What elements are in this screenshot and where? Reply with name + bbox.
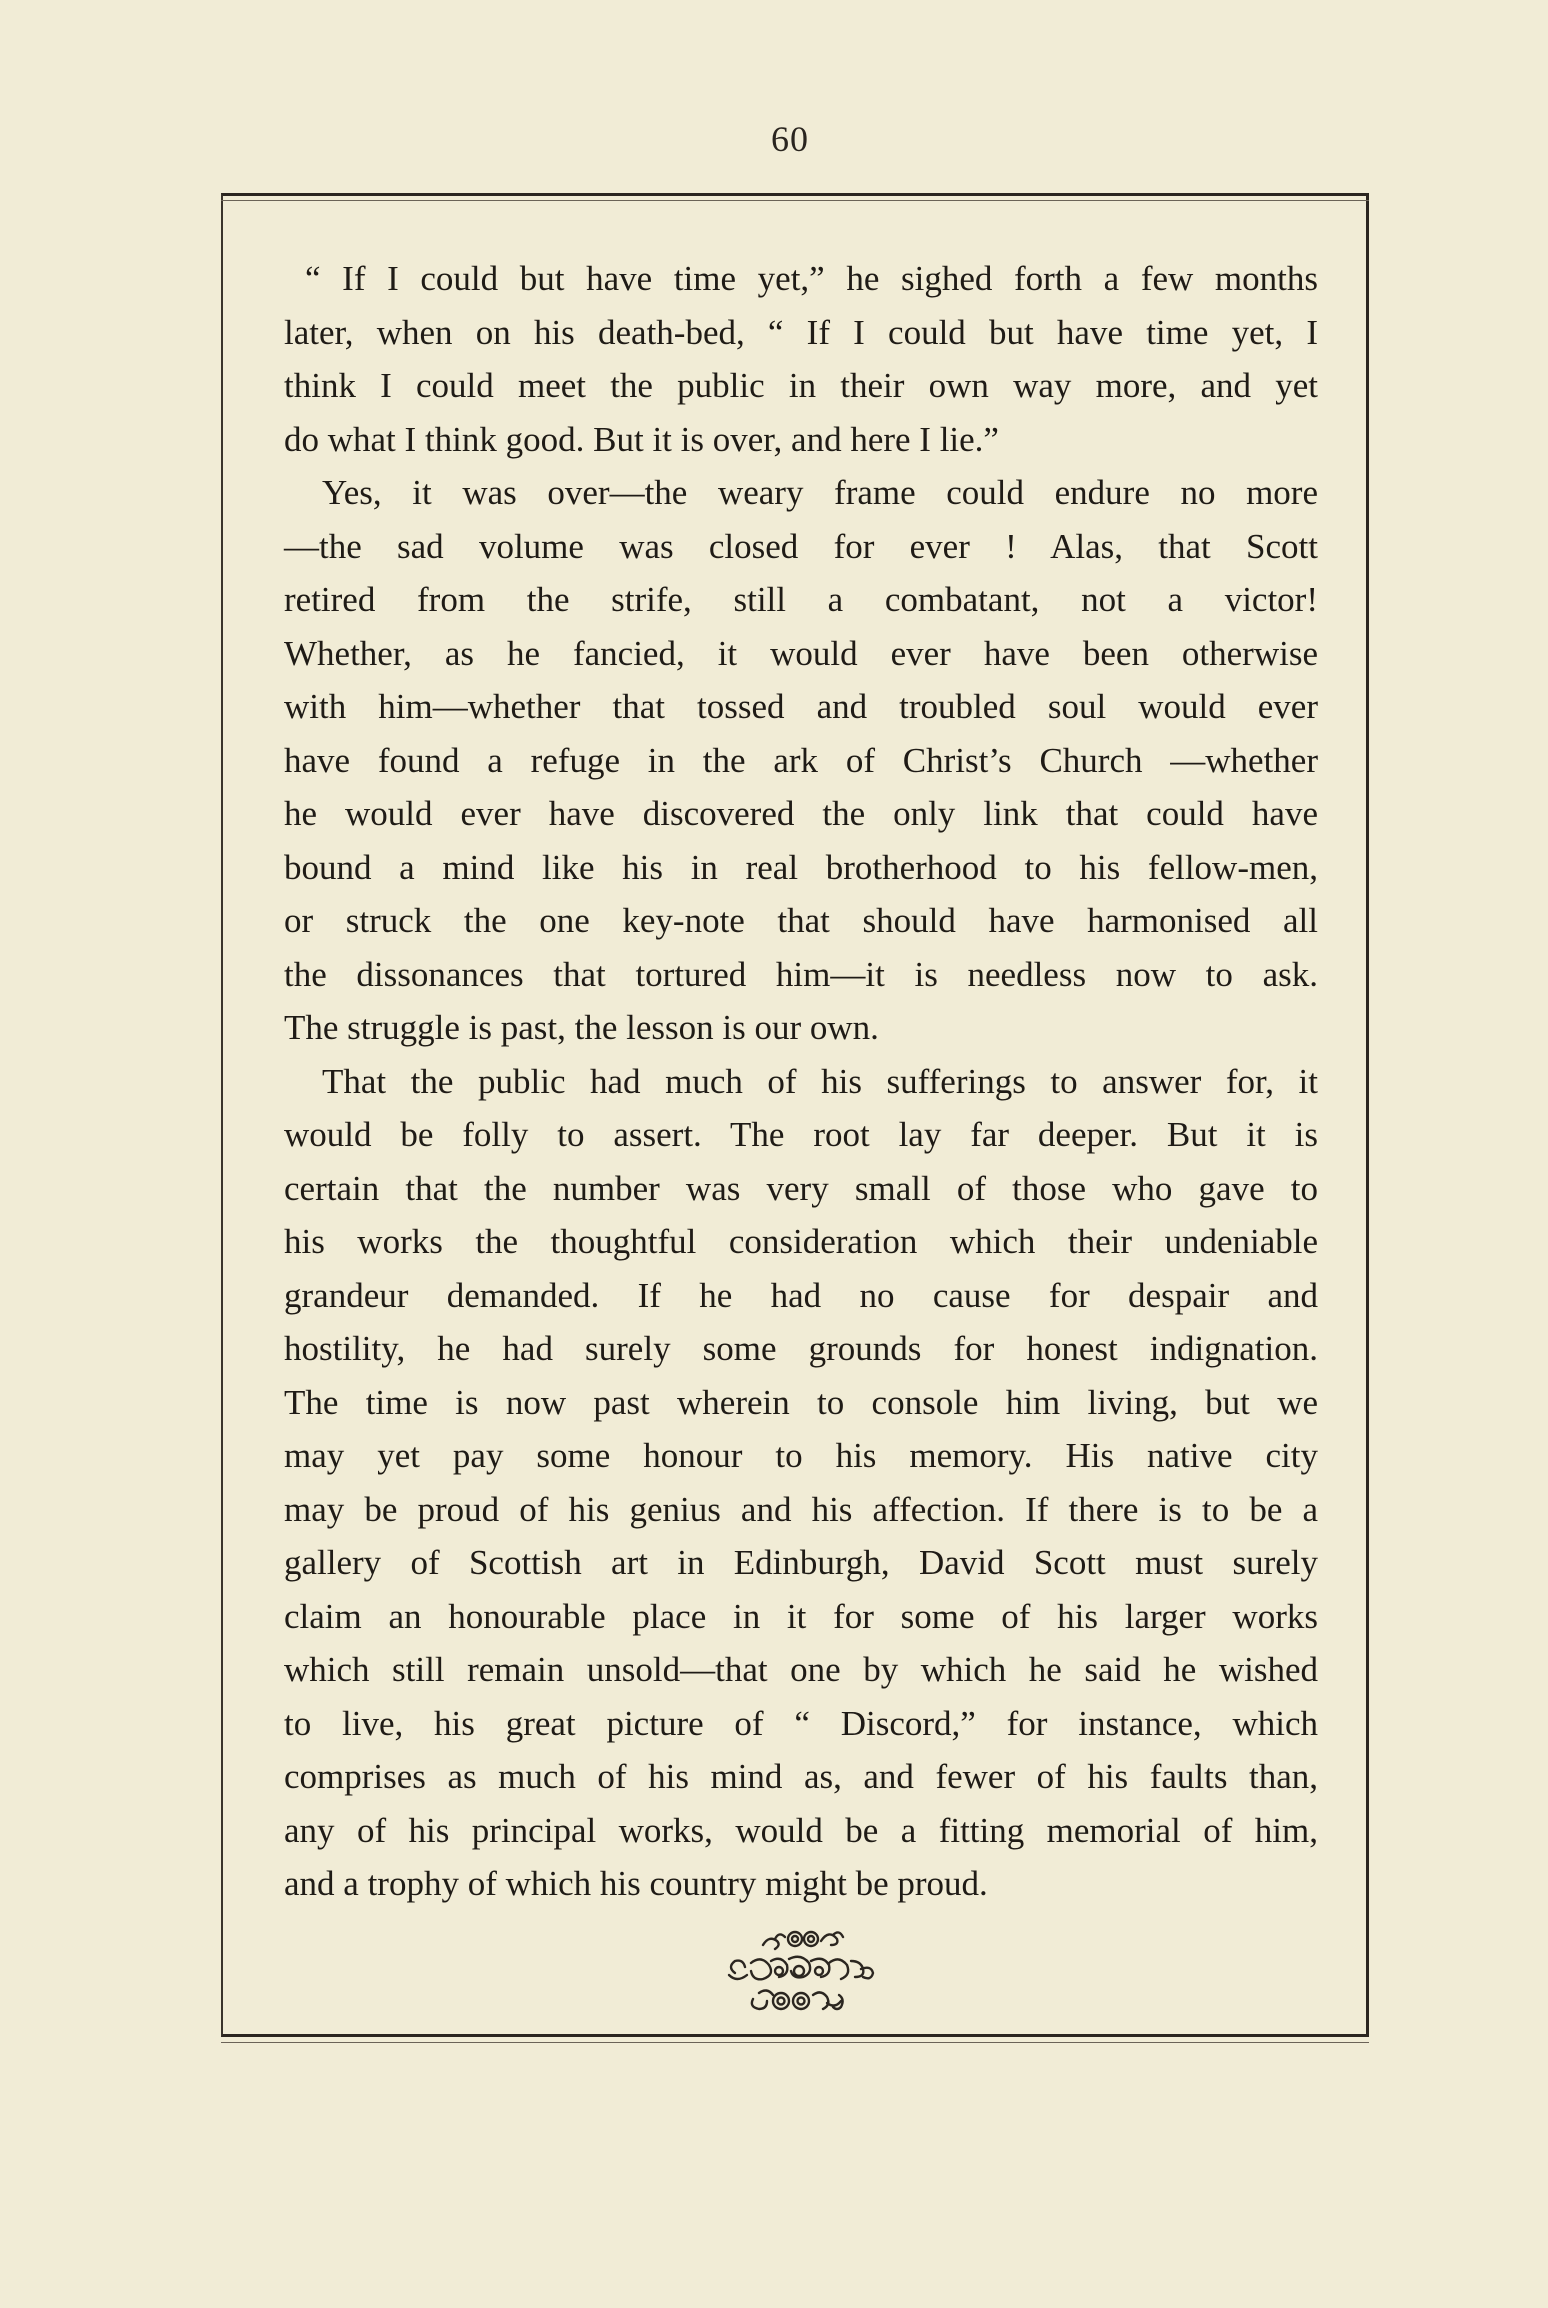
text-line: bound a mind like his in real brotherhood to his fellow-men,	[284, 847, 1318, 887]
text-line: comprises as much of his mind as, and fewer of his faults than,	[284, 1757, 1318, 1796]
text-line: —the sad volume was closed for ever ! Alas, that Scott	[284, 526, 1318, 566]
text-line: retired from the strife, still a combatant, not a victor!	[284, 580, 1318, 619]
text-line: do what I think good. But it is over, and here I lie.”	[284, 419, 999, 459]
text-line: “ If I could but have time yet,” he sighed forth a few months	[305, 259, 1318, 298]
page-number: 60	[771, 119, 809, 159]
tailpiece-ornament-icon	[715, 1925, 885, 2020]
text-line: think I could meet the public in their own way more, and yet	[284, 366, 1318, 405]
text-line: his works the thoughtful consideration which their undeniable	[284, 1222, 1318, 1261]
text-line: or struck the one key-note that should have harmonised all	[284, 901, 1318, 940]
text-line: Yes, it was over—the weary frame could endure no more	[322, 473, 1318, 512]
text-line: he would ever have discovered the only link that could have	[284, 794, 1318, 833]
text-line: the dissonances that tortured him—it is needless now to ask.	[284, 954, 1318, 994]
frame-rule-top	[221, 200, 1369, 201]
text-line: to live, his great picture of “ Discord,” for instance, which	[284, 1703, 1318, 1743]
body-text	[284, 252, 1318, 1911]
text-line: hostility, he had surely some grounds for honest indignation.	[284, 1329, 1318, 1368]
text-line: may be proud of his genius and his affection. If there is to be a	[284, 1489, 1318, 1529]
paragraph-1	[284, 252, 1318, 466]
text-line: later, when on his death-bed, “ If I could but have time yet, I	[284, 312, 1318, 352]
text-line: gallery of Scottish art in Edinburgh, David Scott must surely	[284, 1543, 1318, 1582]
text-line: grandeur demanded. If he had no cause for despair and	[284, 1275, 1318, 1315]
text-line: Whether, as he fancied, it would ever have been otherwise	[284, 633, 1318, 673]
text-line: certain that the number was very small of those who gave to	[284, 1168, 1318, 1208]
text-line: claim an honourable place in it for some of his larger works	[284, 1596, 1318, 1636]
text-line: may yet pay some honour to his memory. His native city	[284, 1436, 1318, 1475]
text-line: any of his principal works, would be a fitting memorial of him,	[284, 1810, 1318, 1850]
paragraph-2	[284, 466, 1318, 1055]
text-line: have found a refuge in the ark of Christ’s Church —whether	[284, 740, 1318, 780]
text-line: The struggle is past, the lesson is our own.	[284, 1008, 879, 1047]
text-line: would be folly to assert. The root lay far deeper. But it is	[284, 1115, 1318, 1154]
frame-rule-bottom	[221, 2042, 1369, 2043]
paragraph-3	[284, 1055, 1318, 1911]
text-line: with him—whether that tossed and troubled soul would ever	[284, 687, 1318, 726]
text-line: That the public had much of his sufferings to answer for, it	[322, 1061, 1318, 1101]
text-line: and a trophy of which his country might be proud.	[284, 1864, 988, 1903]
text-line: The time is now past wherein to console him living, but we	[284, 1382, 1318, 1422]
text-line: which still remain unsold—that one by which he said he wished	[284, 1650, 1318, 1689]
